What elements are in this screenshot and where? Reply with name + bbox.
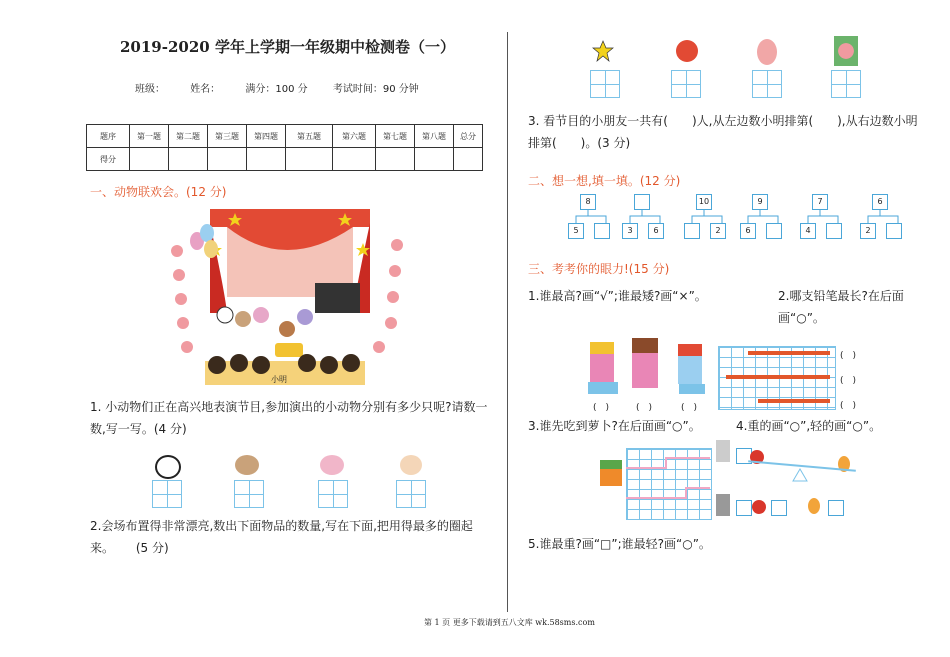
tree-left-box[interactable]: 3 (622, 223, 638, 239)
tree-left-box[interactable]: 6 (740, 223, 756, 239)
score-header: 第一题 (130, 125, 169, 148)
question-3-2: 2.哪支铅笔最长?在后面画“○”。 (778, 289, 904, 325)
pencil-1 (748, 351, 830, 355)
score-header: 题序 (87, 125, 130, 148)
question-3-1: 1.谁最高?画“√”;谁最矮?画“×”。 (528, 289, 707, 303)
stage-illustration (165, 203, 410, 388)
answer-box-star[interactable] (590, 70, 620, 98)
score-header: 第二题 (169, 125, 208, 148)
girl-2-icon (632, 338, 658, 388)
page-footer: 第 1 页 更多下载请到五八文库 wk.58sms.com (424, 618, 595, 627)
tree-left-box[interactable]: 5 (568, 223, 584, 239)
question-1-2 (90, 515, 490, 559)
score-header: 第六题 (333, 125, 376, 148)
girl-2-answer[interactable]: ( ) (636, 403, 653, 413)
pencil-3-answer[interactable]: ( ) (840, 401, 857, 411)
tree-branches (684, 210, 730, 224)
score-cell[interactable] (376, 148, 415, 171)
score-cell[interactable] (415, 148, 454, 171)
star-icon (592, 40, 614, 62)
seesaw-pivot (792, 468, 808, 482)
tree-branches (568, 210, 614, 224)
answer-box-monkey[interactable] (234, 480, 264, 508)
score-header: 第五题 (286, 125, 333, 148)
apple-answer[interactable] (771, 500, 787, 516)
girl-1-answer[interactable]: ( ) (593, 403, 610, 413)
score-cell[interactable] (333, 148, 376, 171)
score-header: 第八题 (415, 125, 454, 148)
pencil-1-answer[interactable]: ( ) (840, 351, 857, 361)
tree-right-box[interactable]: 2 (710, 223, 726, 239)
pear-answer[interactable] (828, 500, 844, 516)
sheep-icon (400, 455, 422, 475)
answer-box-panda[interactable] (152, 480, 182, 508)
tree-left-box[interactable]: 2 (860, 223, 876, 239)
tree-right-box[interactable]: 6 (648, 223, 664, 239)
tree-left-box[interactable]: 4 (800, 223, 816, 239)
score-cell[interactable] (286, 148, 333, 171)
rabbit-1-icon (716, 440, 730, 462)
exam-time: 考试时间：90 分钟 (332, 84, 419, 95)
tree-top-box[interactable]: 9 (752, 194, 768, 210)
tree-right-box[interactable] (766, 223, 782, 239)
flower-pot-icon (834, 36, 858, 66)
balloon-icon (757, 39, 777, 65)
tree-top-box[interactable]: 7 (812, 194, 828, 210)
answer-box-flower[interactable] (831, 70, 861, 98)
score-cell[interactable] (169, 148, 208, 171)
lantern-icon (676, 40, 698, 62)
tree-top-box[interactable]: 8 (580, 194, 596, 210)
question-1-1: 1. 小动物们正在高兴地表演节目,参加演出的小动物分别有多少只呢?请数一数,写一写。(4 分) (90, 400, 488, 436)
full-score: 满分：100 分 (245, 84, 308, 95)
carrot-icon (600, 460, 622, 486)
girl-3-answer[interactable]: ( ) (681, 403, 698, 413)
pear-icon-2 (808, 498, 820, 514)
tree-top-box[interactable]: 10 (696, 194, 712, 210)
column-divider (507, 32, 508, 612)
answer-box-sheep[interactable] (396, 480, 426, 508)
stage-label-xiaoming: 小明 (271, 375, 287, 384)
girl-1-icon (590, 342, 614, 382)
question-1-2-score: (5 分) (135, 541, 169, 555)
score-row-label: 得分 (87, 148, 130, 171)
tree-left-box[interactable] (684, 223, 700, 239)
page-title: 2019-2020 学年上学期一年级期中检测卷（一） (120, 38, 455, 56)
score-cell[interactable] (208, 148, 247, 171)
section3-heading: 三、考考你的眼力!(15 分) (528, 262, 670, 276)
pencil-3 (758, 399, 830, 403)
rabbit-2-answer[interactable] (736, 500, 752, 516)
exam-info (135, 80, 441, 95)
pencil-2-answer[interactable]: ( ) (840, 376, 857, 386)
rabbit-2-icon (716, 494, 730, 516)
tree-branches (800, 210, 846, 224)
answer-box-pig[interactable] (318, 480, 348, 508)
question-1-2-text: 2.会场布置得非常漂亮,数出下面物品的数量,写在下面,把用得最多的圈起来。 (90, 519, 473, 555)
class-label: 班级： (135, 84, 165, 95)
section1-heading: 一、动物联欢会。(12 分) (90, 185, 227, 199)
tree-top-box[interactable] (634, 194, 650, 210)
panda-icon (155, 455, 181, 479)
name-label: 姓名： (190, 84, 221, 95)
score-cell[interactable] (130, 148, 169, 171)
score-header: 第三题 (208, 125, 247, 148)
score-cell[interactable] (247, 148, 286, 171)
apple-icon-2 (752, 500, 766, 514)
tree-branches (622, 210, 668, 224)
answer-box-balloon[interactable] (752, 70, 782, 98)
score-table (86, 124, 483, 171)
answer-box-lantern[interactable] (671, 70, 701, 98)
section2-heading: 二、想一想,填一填。(12 分) (528, 174, 681, 188)
pig-icon (320, 455, 344, 475)
tree-right-box[interactable] (594, 223, 610, 239)
question-3-4: 4.重的画“○”,轻的画“○”。 (736, 419, 882, 433)
tree-right-box[interactable] (886, 223, 902, 239)
tree-right-box[interactable] (826, 223, 842, 239)
score-header: 第七题 (376, 125, 415, 148)
stand-1 (588, 382, 618, 394)
maze-paths (626, 448, 712, 520)
question-3-5: 5.谁最重?画“□”;谁最轻?画“○”。 (528, 537, 711, 551)
tree-branches (740, 210, 786, 224)
score-header: 第四题 (247, 125, 286, 148)
girl-3-icon (678, 344, 702, 384)
question-1-3: 3. 看节目的小朋友一共有( )人,从左边数小明排第( ),从右边数小明排第( )。(3 分) (528, 114, 918, 150)
monkey-icon (235, 455, 259, 475)
score-cell[interactable] (454, 148, 483, 171)
stand-3 (679, 384, 705, 394)
pencil-2 (726, 375, 830, 379)
question-3-3: 3.谁先吃到萝卜?在后面画“○”。 (528, 419, 701, 433)
tree-branches (860, 210, 906, 224)
score-header: 总分 (454, 125, 483, 148)
tree-top-box[interactable]: 6 (872, 194, 888, 210)
